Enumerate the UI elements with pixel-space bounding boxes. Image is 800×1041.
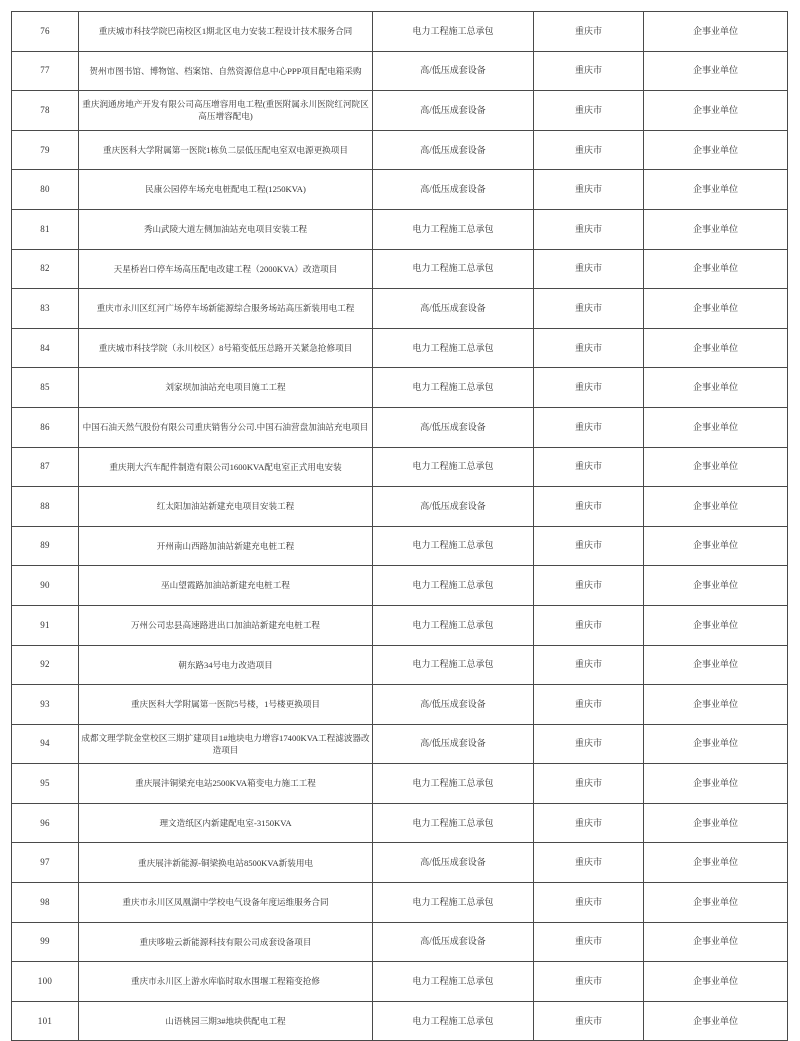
row-number-cell: 92 bbox=[12, 645, 79, 685]
city-cell: 重庆市 bbox=[534, 685, 644, 725]
row-number-cell: 94 bbox=[12, 724, 79, 764]
unit-type-cell: 企事业单位 bbox=[644, 645, 788, 685]
table-row bbox=[12, 91, 788, 131]
table-row bbox=[12, 12, 788, 52]
project-name-cell: 重庆城市科技学院巴南校区1期北区电力安装工程设计技术服务合同 bbox=[79, 12, 373, 52]
qualification-category-cell: 高/低压成套设备 bbox=[373, 487, 534, 527]
city-cell: 重庆市 bbox=[534, 883, 644, 923]
project-name-cell: 重庆哆啦云新能源科技有限公司成套设备项目 bbox=[79, 922, 373, 962]
unit-type-cell: 企事业单位 bbox=[644, 51, 788, 91]
table-row bbox=[12, 803, 788, 843]
table-row bbox=[12, 764, 788, 804]
unit-type-cell: 企事业单位 bbox=[644, 803, 788, 843]
unit-type-cell: 企事业单位 bbox=[644, 170, 788, 210]
unit-type-cell: 企事业单位 bbox=[644, 566, 788, 606]
project-name-cell: 贺州市图书馆、博物馆、档案馆、自然资源信息中心PPP项目配电箱采购 bbox=[79, 51, 373, 91]
table-row bbox=[12, 685, 788, 725]
qualification-category-cell: 电力工程施工总承包 bbox=[373, 566, 534, 606]
table-row bbox=[12, 566, 788, 606]
project-table-body bbox=[12, 12, 788, 1041]
city-cell: 重庆市 bbox=[534, 328, 644, 368]
project-name-cell: 巫山望霞路加油站新建充电桩工程 bbox=[79, 566, 373, 606]
unit-type-cell: 企事业单位 bbox=[644, 605, 788, 645]
qualification-category-cell: 高/低压成套设备 bbox=[373, 130, 534, 170]
row-number-cell: 96 bbox=[12, 803, 79, 843]
table-row bbox=[12, 1001, 788, 1041]
city-cell: 重庆市 bbox=[534, 605, 644, 645]
project-table bbox=[11, 11, 788, 1041]
qualification-category-cell: 电力工程施工总承包 bbox=[373, 764, 534, 804]
unit-type-cell: 企事业单位 bbox=[644, 487, 788, 527]
project-name-cell: 重庆润通房地产开发有限公司高压增容用电工程(重医附属永川医院红河院区高压增容配电) bbox=[79, 91, 373, 131]
table-row bbox=[12, 922, 788, 962]
qualification-category-cell: 电力工程施工总承包 bbox=[373, 447, 534, 487]
table-row bbox=[12, 724, 788, 764]
project-name-cell: 万州公司忠县高速路进出口加油站新建充电桩工程 bbox=[79, 605, 373, 645]
row-number-cell: 78 bbox=[12, 91, 79, 131]
city-cell: 重庆市 bbox=[534, 130, 644, 170]
table-row bbox=[12, 526, 788, 566]
city-cell: 重庆市 bbox=[534, 12, 644, 52]
city-cell: 重庆市 bbox=[534, 51, 644, 91]
unit-type-cell: 企事业单位 bbox=[644, 922, 788, 962]
row-number-cell: 97 bbox=[12, 843, 79, 883]
project-name-cell: 成都文理学院金堂校区三期扩建项目1#地块电力增容17400KVA工程滤波器改造项目 bbox=[79, 724, 373, 764]
unit-type-cell: 企事业单位 bbox=[644, 209, 788, 249]
qualification-category-cell: 电力工程施工总承包 bbox=[373, 962, 534, 1002]
row-number-cell: 82 bbox=[12, 249, 79, 289]
unit-type-cell: 企事业单位 bbox=[644, 12, 788, 52]
city-cell: 重庆市 bbox=[534, 209, 644, 249]
table-row bbox=[12, 51, 788, 91]
unit-type-cell: 企事业单位 bbox=[644, 130, 788, 170]
project-name-cell: 朝东路34号电力改造项目 bbox=[79, 645, 373, 685]
city-cell: 重庆市 bbox=[534, 724, 644, 764]
unit-type-cell: 企事业单位 bbox=[644, 1001, 788, 1041]
city-cell: 重庆市 bbox=[534, 645, 644, 685]
unit-type-cell: 企事业单位 bbox=[644, 883, 788, 923]
unit-type-cell: 企事业单位 bbox=[644, 724, 788, 764]
row-number-cell: 101 bbox=[12, 1001, 79, 1041]
project-name-cell: 红太阳加油站新建充电项目安装工程 bbox=[79, 487, 373, 527]
table-row bbox=[12, 328, 788, 368]
qualification-category-cell: 高/低压成套设备 bbox=[373, 843, 534, 883]
qualification-category-cell: 高/低压成套设备 bbox=[373, 51, 534, 91]
qualification-category-cell: 电力工程施工总承包 bbox=[373, 526, 534, 566]
city-cell: 重庆市 bbox=[534, 249, 644, 289]
project-name-cell: 重庆城市科技学院（永川校区）8号箱变低压总路开关紧急抢修项目 bbox=[79, 328, 373, 368]
table-row bbox=[12, 883, 788, 923]
row-number-cell: 99 bbox=[12, 922, 79, 962]
project-name-cell: 重庆医科大学附属第一医院5号楼，1号楼更换项目 bbox=[79, 685, 373, 725]
project-name-cell: 重庆展沣铜梁充电站2500KVA箱变电力施工工程 bbox=[79, 764, 373, 804]
table-row bbox=[12, 368, 788, 408]
row-number-cell: 95 bbox=[12, 764, 79, 804]
city-cell: 重庆市 bbox=[534, 962, 644, 1002]
table-row bbox=[12, 605, 788, 645]
row-number-cell: 98 bbox=[12, 883, 79, 923]
project-name-cell: 刘家坝加油站充电项目施工工程 bbox=[79, 368, 373, 408]
qualification-category-cell: 电力工程施工总承包 bbox=[373, 883, 534, 923]
qualification-category-cell: 高/低压成套设备 bbox=[373, 289, 534, 329]
city-cell: 重庆市 bbox=[534, 289, 644, 329]
table-row bbox=[12, 843, 788, 883]
city-cell: 重庆市 bbox=[534, 843, 644, 883]
project-name-cell: 山语桃园三期3#地块供配电工程 bbox=[79, 1001, 373, 1041]
unit-type-cell: 企事业单位 bbox=[644, 91, 788, 131]
project-name-cell: 中国石油天然气股份有限公司重庆销售分公司.中国石油营盘加油站充电项目 bbox=[79, 407, 373, 447]
table-row bbox=[12, 447, 788, 487]
project-name-cell: 重庆荆大汽车配件制造有限公司1600KVA配电室正式用电安装 bbox=[79, 447, 373, 487]
city-cell: 重庆市 bbox=[534, 487, 644, 527]
table-row bbox=[12, 407, 788, 447]
row-number-cell: 77 bbox=[12, 51, 79, 91]
city-cell: 重庆市 bbox=[534, 407, 644, 447]
project-name-cell: 重庆市永川区凤凰湖中学校电气设备年度运维服务合同 bbox=[79, 883, 373, 923]
project-name-cell: 民康公园停车场充电桩配电工程(1250KVA) bbox=[79, 170, 373, 210]
project-name-cell: 天星桥岩口停车场高压配电改建工程（2000KVA）改造项目 bbox=[79, 249, 373, 289]
qualification-category-cell: 电力工程施工总承包 bbox=[373, 368, 534, 408]
qualification-category-cell: 高/低压成套设备 bbox=[373, 170, 534, 210]
qualification-category-cell: 高/低压成套设备 bbox=[373, 407, 534, 447]
unit-type-cell: 企事业单位 bbox=[644, 368, 788, 408]
row-number-cell: 89 bbox=[12, 526, 79, 566]
unit-type-cell: 企事业单位 bbox=[644, 764, 788, 804]
qualification-category-cell: 电力工程施工总承包 bbox=[373, 605, 534, 645]
project-name-cell: 重庆展沣新能源-铜梁换电站8500KVA新装用电 bbox=[79, 843, 373, 883]
unit-type-cell: 企事业单位 bbox=[644, 447, 788, 487]
table-row bbox=[12, 289, 788, 329]
qualification-category-cell: 电力工程施工总承包 bbox=[373, 12, 534, 52]
city-cell: 重庆市 bbox=[534, 922, 644, 962]
row-number-cell: 81 bbox=[12, 209, 79, 249]
row-number-cell: 91 bbox=[12, 605, 79, 645]
row-number-cell: 88 bbox=[12, 487, 79, 527]
row-number-cell: 86 bbox=[12, 407, 79, 447]
qualification-category-cell: 高/低压成套设备 bbox=[373, 922, 534, 962]
qualification-category-cell: 电力工程施工总承包 bbox=[373, 328, 534, 368]
unit-type-cell: 企事业单位 bbox=[644, 962, 788, 1002]
unit-type-cell: 企事业单位 bbox=[644, 289, 788, 329]
row-number-cell: 79 bbox=[12, 130, 79, 170]
unit-type-cell: 企事业单位 bbox=[644, 407, 788, 447]
row-number-cell: 84 bbox=[12, 328, 79, 368]
row-number-cell: 85 bbox=[12, 368, 79, 408]
row-number-cell: 83 bbox=[12, 289, 79, 329]
project-name-cell: 开州南山西路加油站新建充电桩工程 bbox=[79, 526, 373, 566]
city-cell: 重庆市 bbox=[534, 566, 644, 606]
city-cell: 重庆市 bbox=[534, 764, 644, 804]
project-name-cell: 重庆医科大学附属第一医院1栋负二层低压配电室双电源更换项目 bbox=[79, 130, 373, 170]
table-row bbox=[12, 962, 788, 1002]
qualification-category-cell: 电力工程施工总承包 bbox=[373, 209, 534, 249]
qualification-category-cell: 电力工程施工总承包 bbox=[373, 803, 534, 843]
qualification-category-cell: 电力工程施工总承包 bbox=[373, 249, 534, 289]
row-number-cell: 93 bbox=[12, 685, 79, 725]
row-number-cell: 76 bbox=[12, 12, 79, 52]
row-number-cell: 90 bbox=[12, 566, 79, 606]
table-row bbox=[12, 249, 788, 289]
city-cell: 重庆市 bbox=[534, 170, 644, 210]
qualification-category-cell: 高/低压成套设备 bbox=[373, 724, 534, 764]
city-cell: 重庆市 bbox=[534, 91, 644, 131]
project-name-cell: 重庆市永川区红河广场停车场新能源综合服务场站高压新装用电工程 bbox=[79, 289, 373, 329]
table-row bbox=[12, 170, 788, 210]
project-name-cell: 重庆市永川区上游水库临时取水围堰工程箱变抢修 bbox=[79, 962, 373, 1002]
table-row bbox=[12, 209, 788, 249]
city-cell: 重庆市 bbox=[534, 447, 644, 487]
city-cell: 重庆市 bbox=[534, 803, 644, 843]
table-row bbox=[12, 130, 788, 170]
city-cell: 重庆市 bbox=[534, 1001, 644, 1041]
table-row bbox=[12, 645, 788, 685]
qualification-category-cell: 电力工程施工总承包 bbox=[373, 645, 534, 685]
table-row bbox=[12, 487, 788, 527]
row-number-cell: 100 bbox=[12, 962, 79, 1002]
city-cell: 重庆市 bbox=[534, 368, 644, 408]
row-number-cell: 80 bbox=[12, 170, 79, 210]
unit-type-cell: 企事业单位 bbox=[644, 685, 788, 725]
project-name-cell: 理文造纸区内新建配电室-3150KVA bbox=[79, 803, 373, 843]
project-name-cell: 秀山武陵大道左侧加油站充电项目安装工程 bbox=[79, 209, 373, 249]
qualification-category-cell: 高/低压成套设备 bbox=[373, 685, 534, 725]
unit-type-cell: 企事业单位 bbox=[644, 249, 788, 289]
unit-type-cell: 企事业单位 bbox=[644, 526, 788, 566]
unit-type-cell: 企事业单位 bbox=[644, 843, 788, 883]
unit-type-cell: 企事业单位 bbox=[644, 328, 788, 368]
city-cell: 重庆市 bbox=[534, 526, 644, 566]
row-number-cell: 87 bbox=[12, 447, 79, 487]
qualification-category-cell: 电力工程施工总承包 bbox=[373, 1001, 534, 1041]
qualification-category-cell: 高/低压成套设备 bbox=[373, 91, 534, 131]
